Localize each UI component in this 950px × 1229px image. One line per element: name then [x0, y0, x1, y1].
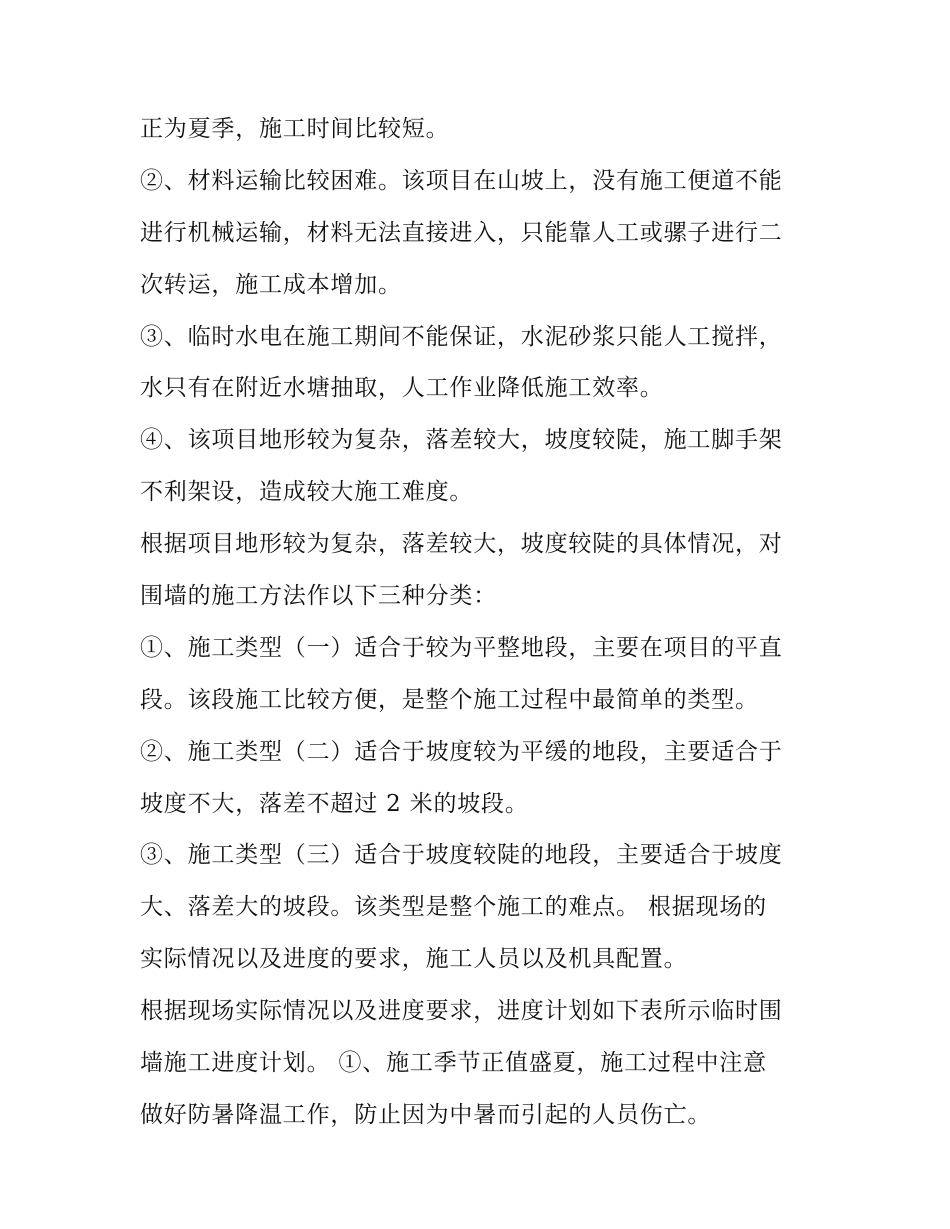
text-line: ②、施工类型（二）适合于坡度较为平缓的地段，主要适合于 [140, 738, 783, 765]
text-line: 水只有在附近水塘抽取，人工作业降低施工效率。 [140, 375, 664, 402]
text-line: 进行机械运输，材料无法直接进入，只能靠人工或骡子进行二 [140, 219, 783, 246]
text-line: ②、材料运输比较困难。该项目在山坡上，没有施工便道不能 [140, 167, 783, 194]
text-line: 大、落差大的坡段。该类型是整个施工的难点。 根据现场的 [140, 894, 767, 921]
text-line: 墙施工进度计划。 ①、施工季节正值盛夏，施工过程中注意 [140, 1050, 767, 1077]
text-line: ④、该项目地形较为复杂，落差较大，坡度较陡，施工脚手架 [140, 427, 783, 454]
text-line: 次转运，施工成本增加。 [140, 271, 402, 298]
text-line: 实际情况以及进度的要求，施工人员以及机具配置。 [140, 946, 688, 973]
text-line: 不利架设，造成较大施工难度。 [140, 479, 474, 506]
text-line: 根据现场实际情况以及进度要求，进度计划如下表所示临时围 [140, 998, 783, 1025]
text-line: 段。该段施工比较方便，是整个施工过程中最简单的类型。 [140, 686, 759, 713]
text-line: 根据项目地形较为复杂，落差较大，坡度较陡的具体情况，对 [140, 531, 783, 558]
text-line: 正为夏季，施工时间比较短。 [140, 116, 450, 142]
text-line: 做好防暑降温工作，防止因为中暑而引起的人员伤亡。 [140, 1101, 712, 1128]
text-line: ③、临时水电在施工期间不能保证，水泥砂浆只能人工搅拌， [140, 323, 783, 350]
text-line: 坡度不大，落差不超过 2 米的坡段。 [140, 790, 529, 817]
body-text [140, 104, 820, 1142]
text-line: ③、施工类型（三）适合于坡度较陡的地段，主要适合于坡度 [140, 842, 783, 869]
text-line: 围墙的施工方法作以下三种分类： [140, 583, 497, 610]
text-line: ①、施工类型（一）适合于较为平整地段，主要在项目的平直 [140, 634, 783, 661]
